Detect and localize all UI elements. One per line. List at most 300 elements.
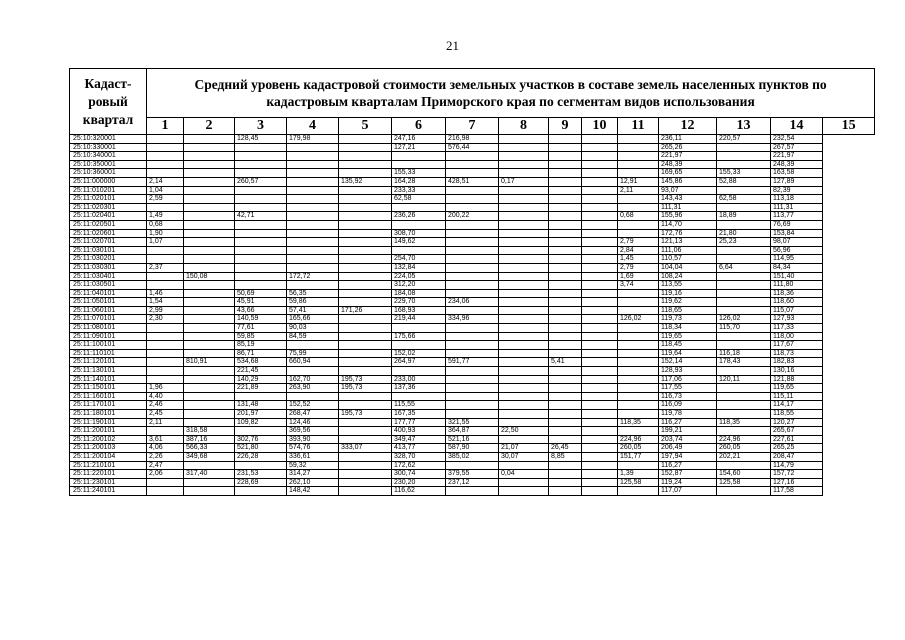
value-cell: 224,05 bbox=[392, 272, 446, 281]
value-cell bbox=[582, 358, 618, 367]
value-cell bbox=[147, 332, 184, 341]
value-cell: 57,41 bbox=[287, 306, 339, 315]
value-cell: 262,10 bbox=[287, 478, 339, 487]
value-cell bbox=[339, 298, 392, 307]
value-cell bbox=[446, 392, 499, 401]
value-cell: 165,66 bbox=[287, 315, 339, 324]
value-cell bbox=[499, 435, 549, 444]
value-cell bbox=[446, 487, 499, 496]
value-cell: 118,00 bbox=[771, 332, 823, 341]
value-cell bbox=[549, 169, 582, 178]
cadastral-quarter-cell: 25:11:020601 bbox=[70, 229, 147, 238]
value-cell: 179,98 bbox=[287, 135, 339, 144]
value-cell bbox=[287, 229, 339, 238]
table-row bbox=[70, 135, 875, 144]
cadastral-value-table bbox=[69, 68, 875, 496]
value-cell bbox=[717, 298, 771, 307]
table-row bbox=[70, 324, 875, 333]
value-cell bbox=[184, 332, 235, 341]
value-cell bbox=[499, 367, 549, 376]
value-cell bbox=[582, 401, 618, 410]
value-cell: 59,85 bbox=[235, 332, 287, 341]
value-cell bbox=[549, 246, 582, 255]
value-cell bbox=[235, 461, 287, 470]
value-cell bbox=[339, 392, 392, 401]
value-cell bbox=[235, 203, 287, 212]
value-cell bbox=[446, 186, 499, 195]
value-cell bbox=[235, 229, 287, 238]
value-cell bbox=[618, 306, 659, 315]
value-cell: 2,46 bbox=[147, 401, 184, 410]
value-cell bbox=[549, 478, 582, 487]
value-cell bbox=[499, 298, 549, 307]
value-cell bbox=[235, 392, 287, 401]
value-cell: 195,73 bbox=[339, 375, 392, 384]
value-cell: 314,27 bbox=[287, 470, 339, 479]
value-cell: 1,54 bbox=[147, 298, 184, 307]
value-cell: 140,29 bbox=[235, 375, 287, 384]
value-cell bbox=[147, 272, 184, 281]
value-cell: 521,16 bbox=[446, 435, 499, 444]
value-cell: 93,07 bbox=[659, 186, 717, 195]
segment-number: 5 bbox=[339, 118, 392, 135]
value-cell: 1,46 bbox=[147, 289, 184, 298]
value-cell: 232,54 bbox=[771, 135, 823, 144]
value-cell bbox=[147, 246, 184, 255]
table-row bbox=[70, 418, 875, 427]
value-cell bbox=[339, 238, 392, 247]
table-row bbox=[70, 341, 875, 350]
value-cell bbox=[582, 315, 618, 324]
value-cell: 171,26 bbox=[339, 306, 392, 315]
value-cell: 2,79 bbox=[618, 263, 659, 272]
value-cell bbox=[549, 306, 582, 315]
value-cell: 98,07 bbox=[771, 238, 823, 247]
value-cell bbox=[392, 220, 446, 229]
cadastral-quarter-cell: 25:11:030301 bbox=[70, 263, 147, 272]
value-cell bbox=[339, 229, 392, 238]
cadastral-quarter-cell: 25:11:000000 bbox=[70, 177, 147, 186]
value-cell bbox=[446, 220, 499, 229]
value-cell bbox=[582, 349, 618, 358]
table-row bbox=[70, 375, 875, 384]
value-cell bbox=[549, 332, 582, 341]
value-cell bbox=[549, 238, 582, 247]
value-cell bbox=[339, 401, 392, 410]
value-cell: 221,89 bbox=[235, 384, 287, 393]
segment-number: 3 bbox=[235, 118, 287, 135]
value-cell: 59,32 bbox=[287, 461, 339, 470]
value-cell: 1,45 bbox=[618, 255, 659, 264]
value-cell bbox=[582, 306, 618, 315]
header-line: Кадаст- bbox=[84, 75, 132, 91]
value-cell bbox=[549, 487, 582, 496]
table-row bbox=[70, 212, 875, 221]
value-cell: 118,35 bbox=[717, 418, 771, 427]
value-cell bbox=[339, 452, 392, 461]
value-cell bbox=[287, 177, 339, 186]
cadastral-quarter-cell: 25:11:070101 bbox=[70, 315, 147, 324]
value-cell bbox=[339, 487, 392, 496]
value-cell bbox=[549, 229, 582, 238]
value-cell bbox=[499, 306, 549, 315]
value-cell: 84,34 bbox=[771, 263, 823, 272]
value-cell bbox=[582, 427, 618, 436]
value-cell bbox=[717, 186, 771, 195]
value-cell: 140,59 bbox=[235, 315, 287, 324]
cadastral-quarter-cell: 25:11:140101 bbox=[70, 375, 147, 384]
cadastral-quarter-cell: 25:11:030401 bbox=[70, 272, 147, 281]
value-cell bbox=[184, 349, 235, 358]
cadastral-quarter-cell: 25:11:090101 bbox=[70, 332, 147, 341]
value-cell: 576,44 bbox=[446, 143, 499, 152]
value-cell bbox=[235, 281, 287, 290]
cadastral-quarter-cell: 25:10:340001 bbox=[70, 152, 147, 161]
value-cell bbox=[235, 195, 287, 204]
segment-number: 2 bbox=[184, 118, 235, 135]
value-cell bbox=[184, 238, 235, 247]
value-cell: 260,05 bbox=[618, 444, 659, 453]
value-cell bbox=[549, 195, 582, 204]
value-cell: 21,07 bbox=[499, 444, 549, 453]
value-cell bbox=[549, 255, 582, 264]
value-cell bbox=[446, 238, 499, 247]
value-cell bbox=[618, 487, 659, 496]
value-cell: 152,14 bbox=[659, 358, 717, 367]
value-cell: 167,35 bbox=[392, 410, 446, 419]
value-cell bbox=[147, 135, 184, 144]
value-cell: 75,99 bbox=[287, 349, 339, 358]
value-cell bbox=[549, 186, 582, 195]
value-cell: 349,47 bbox=[392, 435, 446, 444]
table-row bbox=[70, 272, 875, 281]
value-cell: 150,08 bbox=[184, 272, 235, 281]
value-cell bbox=[717, 401, 771, 410]
value-cell: 12,91 bbox=[618, 177, 659, 186]
segment-number: 6 bbox=[392, 118, 446, 135]
cadastral-quarter-cell: 25:11:020701 bbox=[70, 238, 147, 247]
value-cell bbox=[235, 246, 287, 255]
value-cell: 115,70 bbox=[717, 324, 771, 333]
value-cell: 265,25 bbox=[771, 444, 823, 453]
value-cell bbox=[499, 332, 549, 341]
value-cell: 172,62 bbox=[392, 461, 446, 470]
value-cell: 113,55 bbox=[659, 281, 717, 290]
value-cell: 151,40 bbox=[771, 272, 823, 281]
table-title bbox=[147, 69, 875, 118]
value-cell: 113,77 bbox=[771, 212, 823, 221]
value-cell bbox=[339, 358, 392, 367]
value-cell bbox=[717, 332, 771, 341]
value-cell bbox=[618, 229, 659, 238]
value-cell bbox=[582, 238, 618, 247]
value-cell bbox=[339, 203, 392, 212]
value-cell: 206,49 bbox=[659, 444, 717, 453]
value-cell bbox=[582, 220, 618, 229]
table-row bbox=[70, 461, 875, 470]
value-cell bbox=[549, 220, 582, 229]
value-cell: 90,03 bbox=[287, 324, 339, 333]
value-cell: 8,85 bbox=[549, 452, 582, 461]
value-cell bbox=[717, 246, 771, 255]
value-cell bbox=[499, 478, 549, 487]
value-cell bbox=[446, 461, 499, 470]
value-cell bbox=[717, 487, 771, 496]
value-cell: 84,59 bbox=[287, 332, 339, 341]
value-cell bbox=[618, 160, 659, 169]
segment-number: 8 bbox=[499, 118, 549, 135]
segment-number: 13 bbox=[717, 118, 771, 135]
value-cell bbox=[339, 195, 392, 204]
value-cell bbox=[446, 349, 499, 358]
value-cell bbox=[339, 427, 392, 436]
value-cell: 127,89 bbox=[771, 177, 823, 186]
value-cell: 587,90 bbox=[446, 444, 499, 453]
value-cell: 85,19 bbox=[235, 341, 287, 350]
value-cell bbox=[499, 186, 549, 195]
value-cell: 221,45 bbox=[235, 367, 287, 376]
value-cell bbox=[499, 160, 549, 169]
value-cell bbox=[287, 263, 339, 272]
value-cell bbox=[549, 263, 582, 272]
value-cell bbox=[147, 169, 184, 178]
value-cell bbox=[339, 324, 392, 333]
value-cell bbox=[582, 384, 618, 393]
value-cell bbox=[184, 478, 235, 487]
value-cell bbox=[717, 306, 771, 315]
value-cell: 1,07 bbox=[147, 238, 184, 247]
value-cell bbox=[392, 367, 446, 376]
table-row bbox=[70, 410, 875, 419]
value-cell bbox=[499, 281, 549, 290]
value-cell bbox=[235, 427, 287, 436]
value-cell: 312,20 bbox=[392, 281, 446, 290]
value-cell bbox=[549, 298, 582, 307]
value-cell: 119,16 bbox=[659, 289, 717, 298]
value-cell: 0,68 bbox=[147, 220, 184, 229]
value-cell bbox=[549, 177, 582, 186]
value-cell: 118,60 bbox=[771, 298, 823, 307]
value-cell bbox=[147, 281, 184, 290]
value-cell: 120,11 bbox=[717, 375, 771, 384]
value-cell bbox=[618, 152, 659, 161]
value-cell bbox=[287, 186, 339, 195]
value-cell: 119,73 bbox=[659, 315, 717, 324]
value-cell: 125,58 bbox=[717, 478, 771, 487]
value-cell bbox=[446, 401, 499, 410]
value-cell: 318,58 bbox=[184, 427, 235, 436]
value-cell bbox=[184, 375, 235, 384]
value-cell: 2,14 bbox=[147, 177, 184, 186]
value-cell: 127,21 bbox=[392, 143, 446, 152]
value-cell bbox=[618, 143, 659, 152]
value-cell bbox=[147, 358, 184, 367]
value-cell bbox=[618, 392, 659, 401]
value-cell bbox=[499, 255, 549, 264]
value-cell: 321,55 bbox=[446, 418, 499, 427]
value-cell bbox=[717, 160, 771, 169]
header-line: квартал bbox=[82, 111, 134, 127]
value-cell bbox=[618, 220, 659, 229]
value-cell bbox=[184, 186, 235, 195]
table-row bbox=[70, 384, 875, 393]
value-cell: 302,76 bbox=[235, 435, 287, 444]
value-cell: 4,40 bbox=[147, 392, 184, 401]
value-cell: 265,26 bbox=[659, 143, 717, 152]
value-cell bbox=[446, 272, 499, 281]
value-cell bbox=[339, 461, 392, 470]
value-cell bbox=[339, 160, 392, 169]
value-cell: 336,61 bbox=[287, 452, 339, 461]
value-cell bbox=[339, 143, 392, 152]
value-cell: 109,82 bbox=[235, 418, 287, 427]
value-cell: 21,80 bbox=[717, 229, 771, 238]
value-cell: 119,78 bbox=[659, 410, 717, 419]
value-cell bbox=[499, 349, 549, 358]
value-cell bbox=[339, 289, 392, 298]
cadastral-quarter-cell: 25:11:020301 bbox=[70, 203, 147, 212]
value-cell: 52,88 bbox=[717, 177, 771, 186]
value-cell: 111,31 bbox=[659, 203, 717, 212]
value-cell: 26,45 bbox=[549, 444, 582, 453]
value-cell: 30,07 bbox=[499, 452, 549, 461]
value-cell bbox=[184, 367, 235, 376]
value-cell bbox=[582, 332, 618, 341]
value-cell bbox=[717, 410, 771, 419]
value-cell bbox=[287, 160, 339, 169]
value-cell bbox=[184, 341, 235, 350]
value-cell bbox=[147, 143, 184, 152]
value-cell bbox=[582, 444, 618, 453]
value-cell: 236,11 bbox=[659, 135, 717, 144]
value-cell bbox=[618, 203, 659, 212]
title-line: Средний уровень кадастровой стоимости земельных участков в составе земель населенных пунктов по bbox=[194, 77, 827, 92]
value-cell bbox=[582, 470, 618, 479]
value-cell bbox=[549, 324, 582, 333]
value-cell: 137,36 bbox=[392, 384, 446, 393]
value-cell bbox=[499, 461, 549, 470]
value-cell bbox=[582, 461, 618, 470]
segment-number: 4 bbox=[287, 118, 339, 135]
value-cell bbox=[499, 135, 549, 144]
value-cell: 118,55 bbox=[771, 410, 823, 419]
value-cell: 127,16 bbox=[771, 478, 823, 487]
value-cell: 131,48 bbox=[235, 401, 287, 410]
value-cell bbox=[717, 461, 771, 470]
table-row bbox=[70, 281, 875, 290]
value-cell bbox=[184, 169, 235, 178]
value-cell: 43,66 bbox=[235, 306, 287, 315]
value-cell bbox=[582, 418, 618, 427]
value-cell: 200,22 bbox=[446, 212, 499, 221]
cadastral-quarter-header bbox=[70, 69, 147, 135]
value-cell: 2,30 bbox=[147, 315, 184, 324]
value-cell: 2,26 bbox=[147, 452, 184, 461]
value-cell: 82,39 bbox=[771, 186, 823, 195]
value-cell bbox=[184, 143, 235, 152]
value-cell: 119,24 bbox=[659, 478, 717, 487]
value-cell: 221,97 bbox=[659, 152, 717, 161]
value-cell: 128,93 bbox=[659, 367, 717, 376]
value-cell bbox=[287, 341, 339, 350]
value-cell bbox=[549, 384, 582, 393]
value-cell bbox=[717, 203, 771, 212]
table-row bbox=[70, 306, 875, 315]
value-cell: 413,77 bbox=[392, 444, 446, 453]
value-cell bbox=[446, 152, 499, 161]
cadastral-quarter-cell: 25:11:200103 bbox=[70, 444, 147, 453]
value-cell: 268,47 bbox=[287, 410, 339, 419]
value-cell bbox=[499, 195, 549, 204]
cadastral-quarter-cell: 25:11:080101 bbox=[70, 324, 147, 333]
value-cell: 111,31 bbox=[771, 203, 823, 212]
value-cell bbox=[147, 375, 184, 384]
value-cell bbox=[499, 143, 549, 152]
value-cell bbox=[147, 255, 184, 264]
value-cell bbox=[235, 160, 287, 169]
value-cell bbox=[618, 298, 659, 307]
value-cell: 2,45 bbox=[147, 410, 184, 419]
value-cell: 115,55 bbox=[392, 401, 446, 410]
value-cell: 2,37 bbox=[147, 263, 184, 272]
value-cell: 175,66 bbox=[392, 332, 446, 341]
value-cell bbox=[549, 410, 582, 419]
value-cell bbox=[184, 306, 235, 315]
table-row bbox=[70, 289, 875, 298]
value-cell bbox=[339, 435, 392, 444]
segment-number: 11 bbox=[618, 118, 659, 135]
value-cell: 265,67 bbox=[771, 427, 823, 436]
value-cell: 4,06 bbox=[147, 444, 184, 453]
value-cell bbox=[582, 375, 618, 384]
value-cell: 2,99 bbox=[147, 306, 184, 315]
value-cell: 119,62 bbox=[659, 298, 717, 307]
value-cell bbox=[147, 367, 184, 376]
value-cell bbox=[392, 152, 446, 161]
value-cell: 260,05 bbox=[717, 444, 771, 453]
table-row bbox=[70, 487, 875, 496]
value-cell: 118,36 bbox=[771, 289, 823, 298]
value-cell bbox=[339, 169, 392, 178]
value-cell bbox=[549, 375, 582, 384]
page-number: 21 bbox=[446, 38, 459, 53]
value-cell bbox=[287, 203, 339, 212]
value-cell: 114,95 bbox=[771, 255, 823, 264]
value-cell bbox=[446, 255, 499, 264]
value-cell bbox=[339, 255, 392, 264]
value-cell bbox=[446, 341, 499, 350]
value-cell: 119,65 bbox=[659, 332, 717, 341]
value-cell bbox=[339, 152, 392, 161]
value-cell bbox=[549, 427, 582, 436]
value-cell: 387,16 bbox=[184, 435, 235, 444]
cadastral-quarter-cell: 25:11:160101 bbox=[70, 392, 147, 401]
value-cell bbox=[549, 435, 582, 444]
value-cell: 197,94 bbox=[659, 452, 717, 461]
value-cell bbox=[339, 332, 392, 341]
table-row bbox=[70, 152, 875, 161]
value-cell bbox=[549, 392, 582, 401]
cadastral-quarter-cell: 25:11:240101 bbox=[70, 487, 147, 496]
value-cell bbox=[184, 384, 235, 393]
value-cell bbox=[582, 367, 618, 376]
value-cell bbox=[287, 281, 339, 290]
value-cell bbox=[618, 427, 659, 436]
value-cell bbox=[582, 195, 618, 204]
value-cell: 428,51 bbox=[446, 177, 499, 186]
value-cell: 143,43 bbox=[659, 195, 717, 204]
value-cell: 178,43 bbox=[717, 358, 771, 367]
